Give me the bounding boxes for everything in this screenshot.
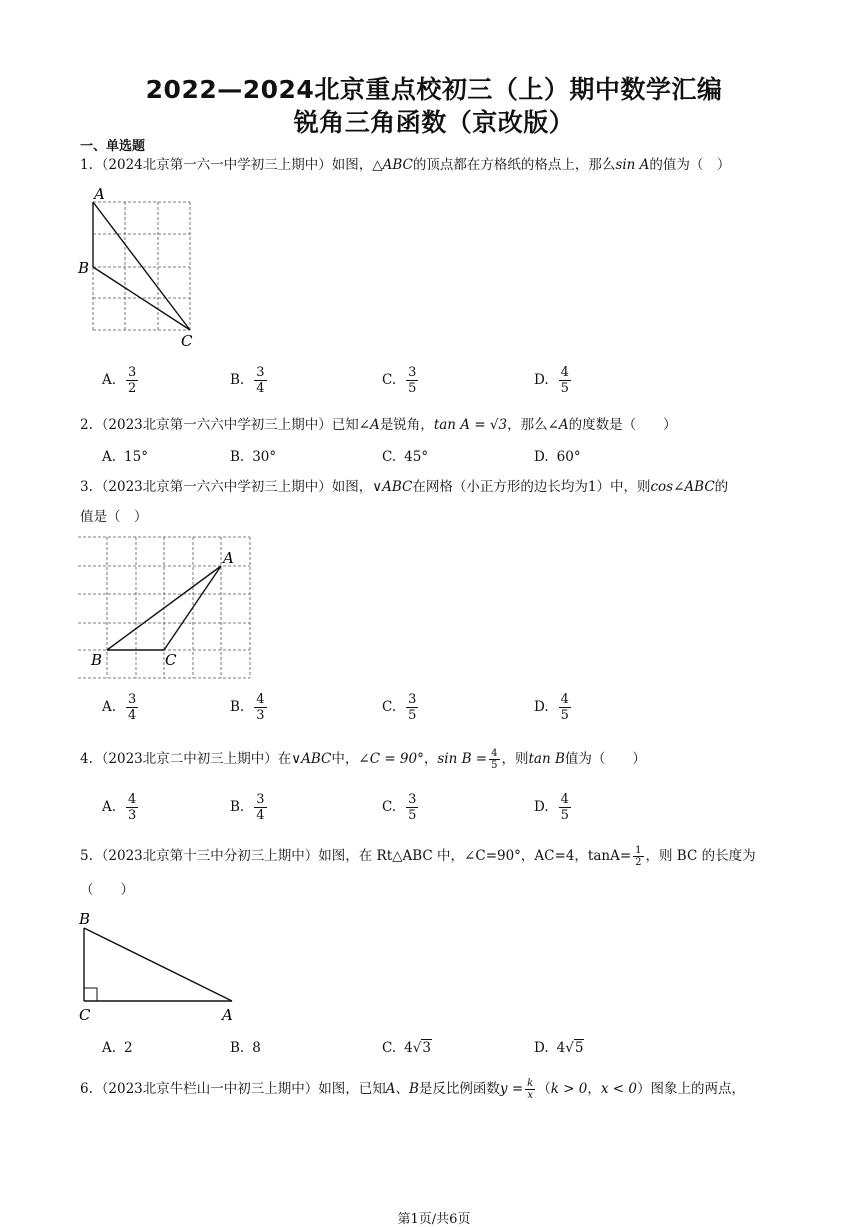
option-text: 60° [556, 449, 581, 465]
question-text: 中， [331, 751, 359, 767]
numerator: 3 [256, 792, 265, 807]
numerator: 3 [408, 792, 417, 807]
option-text: 2 [124, 1040, 133, 1056]
question-text: 的值为（ ） [649, 157, 731, 173]
math-expr: ∠A [358, 417, 380, 433]
numerator: 3 [128, 365, 137, 380]
sqrt-expr: √3 [412, 1040, 431, 1056]
question-5-line2: （ ） [80, 882, 134, 898]
q2-option-b[interactable] [230, 447, 276, 467]
question-number: 2. [80, 417, 93, 433]
radicand: 3 [422, 1040, 431, 1056]
q2-option-d[interactable] [534, 447, 581, 467]
option-label: B. [230, 799, 245, 815]
math-expr: sin A [615, 157, 650, 173]
numerator: 4 [128, 792, 137, 807]
question-text: 值为（ ） [564, 751, 646, 767]
math-expr: ∨ABC [291, 751, 332, 767]
math-expr: ∠C = 90° [358, 751, 424, 767]
question-text: ）图象上的两点， [637, 1081, 745, 1097]
fraction [489, 748, 499, 771]
fraction [126, 792, 138, 823]
option-label: B. [230, 699, 245, 715]
edge-ab [84, 928, 232, 1001]
fraction [406, 692, 418, 723]
fraction [254, 692, 266, 723]
denominator: 5 [560, 708, 569, 723]
fraction [126, 365, 138, 396]
question-1 [80, 155, 730, 175]
fraction [559, 692, 571, 723]
vertex-label-b: B [79, 910, 91, 928]
option-label: D. [534, 699, 549, 715]
question-text: 的顶点都在方格纸的格点上，那么 [412, 157, 616, 173]
q4-option-d[interactable] [534, 792, 573, 823]
fraction [559, 365, 571, 396]
numerator: 1 [635, 845, 642, 856]
question-text: ， [423, 751, 438, 767]
math-expr: △ABC [372, 157, 413, 173]
fraction [633, 845, 643, 868]
question-text: （2023北京第一六六中学初三上期中）已知 [94, 417, 359, 433]
denominator: 2 [128, 381, 137, 396]
q3-grid-figure [76, 533, 256, 683]
edge-ac [164, 566, 221, 650]
question-text: 的 [714, 479, 729, 495]
numerator: 3 [408, 365, 417, 380]
numerator: 4 [560, 365, 569, 380]
sqrt-expr: √5 [565, 1040, 584, 1056]
option-text: 8 [252, 1040, 261, 1056]
option-label: D. [534, 799, 549, 815]
radicand: 5 [574, 1040, 584, 1056]
math-expr: k > 0 [550, 1081, 588, 1097]
option-label: A. [102, 699, 117, 715]
document-title-line1: 2022—2024北京重点校初三（上）期中数学汇编 [145, 75, 723, 104]
denominator: 4 [128, 708, 137, 723]
math-expr: cos∠ABC [650, 479, 715, 495]
denominator: 4 [256, 808, 265, 823]
numerator: 4 [491, 748, 498, 759]
option-label: B. [230, 372, 245, 388]
numerator: 4 [256, 692, 265, 707]
denominator: 3 [256, 708, 265, 723]
vertex-label-a: A [223, 549, 234, 567]
question-text: （2023北京第十三中分初三上期中）如图，在 Rt△ABC 中，∠C=90°，AC=4，tanA= [94, 848, 632, 864]
vertex-label-b: B [78, 259, 90, 277]
option-label: C. [382, 449, 397, 465]
q3-option-b[interactable] [230, 692, 269, 723]
vertex-label-a: A [94, 185, 105, 203]
q1-grid-figure [76, 185, 201, 350]
edge-bc [93, 267, 190, 330]
question-number: 5. [80, 848, 93, 864]
fraction [525, 1078, 535, 1101]
question-3-line2: 值是（ ） [80, 509, 148, 525]
option-label: C. [382, 1040, 397, 1056]
numerator: 3 [128, 692, 137, 707]
q4-option-c[interactable] [382, 792, 420, 823]
option-label: B. [230, 449, 245, 465]
q5-right-triangle-figure [76, 908, 246, 1026]
question-number: 1. [80, 157, 93, 173]
option-label: B. [230, 1040, 245, 1056]
question-6 [80, 1078, 745, 1101]
q3-option-d[interactable] [534, 692, 573, 723]
math-expr: tan B [528, 751, 565, 767]
math-expr: ∠A [547, 417, 569, 433]
vertex-label-b: B [91, 651, 103, 669]
page-number-footer: 第1页/共6页 [397, 1212, 471, 1227]
option-text: 45° [404, 449, 429, 465]
option-label: C. [382, 699, 397, 715]
q5-option-c[interactable] [382, 1038, 432, 1058]
option-coefficient: 4 [556, 1040, 566, 1056]
question-text: 的度数是（ ） [568, 417, 677, 433]
numerator: k [527, 1078, 534, 1089]
question-text: （2023北京第一六六中学初三上期中）如图， [94, 479, 373, 495]
question-text: （2023北京牛栏山一中初三上期中）如图，已知 [94, 1081, 386, 1097]
question-text: 是反比例函数 [418, 1081, 500, 1097]
option-text: 15° [124, 449, 148, 465]
question-4 [80, 748, 646, 771]
question-text: ，那么 [507, 417, 548, 433]
q1-option-b[interactable] [230, 365, 269, 396]
q1-option-c[interactable] [382, 365, 420, 396]
math-expr: sin B = [437, 751, 488, 767]
q2-option-c[interactable] [382, 447, 428, 467]
option-label: D. [534, 1040, 549, 1056]
edge-ac [93, 202, 190, 330]
fraction [254, 792, 266, 823]
document-title-line2: 锐角三角函数（京改版） [293, 108, 575, 137]
question-text: （2023北京二中初三上期中）在 [94, 751, 292, 767]
vertex-label-c: C [79, 1006, 91, 1024]
q5-option-a[interactable] [102, 1038, 133, 1058]
fraction [254, 365, 266, 396]
question-text: （ [537, 1081, 551, 1097]
q1-option-a[interactable] [102, 365, 140, 396]
denominator: 5 [408, 381, 417, 396]
option-text: 30° [252, 449, 277, 465]
option-label: A. [102, 799, 117, 815]
q3-option-a[interactable] [102, 692, 140, 723]
section-heading: 一、单选题 [80, 139, 146, 154]
vertex-label-c: C [165, 651, 177, 669]
fraction [559, 792, 571, 823]
question-text: 在网格（小正方形的边长均为1）中，则 [412, 479, 651, 495]
question-5 [80, 845, 756, 868]
q3-option-c[interactable] [382, 692, 420, 723]
question-text: （2024北京第一六一中学初三上期中）如图， [94, 157, 373, 173]
denominator: 5 [560, 381, 569, 396]
q4-option-a[interactable] [102, 792, 140, 823]
question-2 [80, 415, 677, 435]
question-3 [80, 477, 728, 497]
question-number: 3. [80, 479, 93, 495]
denominator: x [527, 1090, 533, 1101]
vertex-label-c: C [181, 332, 193, 350]
fraction [406, 792, 418, 823]
math-expr: tan A = √3 [433, 417, 508, 433]
math-expr: x < 0 [600, 1081, 637, 1097]
option-coefficient: 4 [404, 1040, 413, 1056]
q1-option-d[interactable] [534, 365, 573, 396]
option-label: A. [102, 449, 117, 465]
numerator: 4 [560, 692, 569, 707]
numerator: 4 [560, 792, 569, 807]
numerator: 3 [256, 365, 265, 380]
option-label: C. [382, 372, 397, 388]
denominator: 2 [635, 857, 642, 868]
question-text: 、 [395, 1081, 409, 1097]
question-text: ，则 [501, 751, 529, 767]
question-text: ，则 BC 的长度为 [645, 848, 756, 864]
denominator: 4 [256, 381, 265, 396]
question-number: 4. [80, 751, 93, 767]
q4-option-b[interactable] [230, 792, 269, 823]
right-angle-mark [84, 988, 97, 1001]
denominator: 5 [408, 708, 417, 723]
option-label: D. [534, 372, 549, 388]
option-label: A. [102, 1040, 117, 1056]
fraction [126, 692, 138, 723]
option-label: A. [102, 372, 117, 388]
denominator: 3 [128, 808, 137, 823]
denominator: 5 [560, 808, 569, 823]
fraction [406, 365, 418, 396]
math-expr: ∨ABC [372, 479, 413, 495]
q5-option-d[interactable] [534, 1038, 584, 1058]
math-expr: B [409, 1081, 419, 1097]
option-label: D. [534, 449, 549, 465]
vertex-label-a: A [222, 1006, 233, 1024]
math-expr: A [385, 1081, 396, 1097]
question-text: 是锐角， [379, 417, 434, 433]
denominator: 5 [491, 760, 498, 771]
denominator: 5 [408, 808, 417, 823]
question-number: 6. [80, 1081, 93, 1097]
q5-option-b[interactable] [230, 1038, 261, 1058]
q2-option-a[interactable] [102, 447, 148, 467]
numerator: 3 [408, 692, 417, 707]
option-label: C. [382, 799, 397, 815]
math-expr: y = [499, 1081, 524, 1097]
question-text: ， [587, 1081, 601, 1097]
